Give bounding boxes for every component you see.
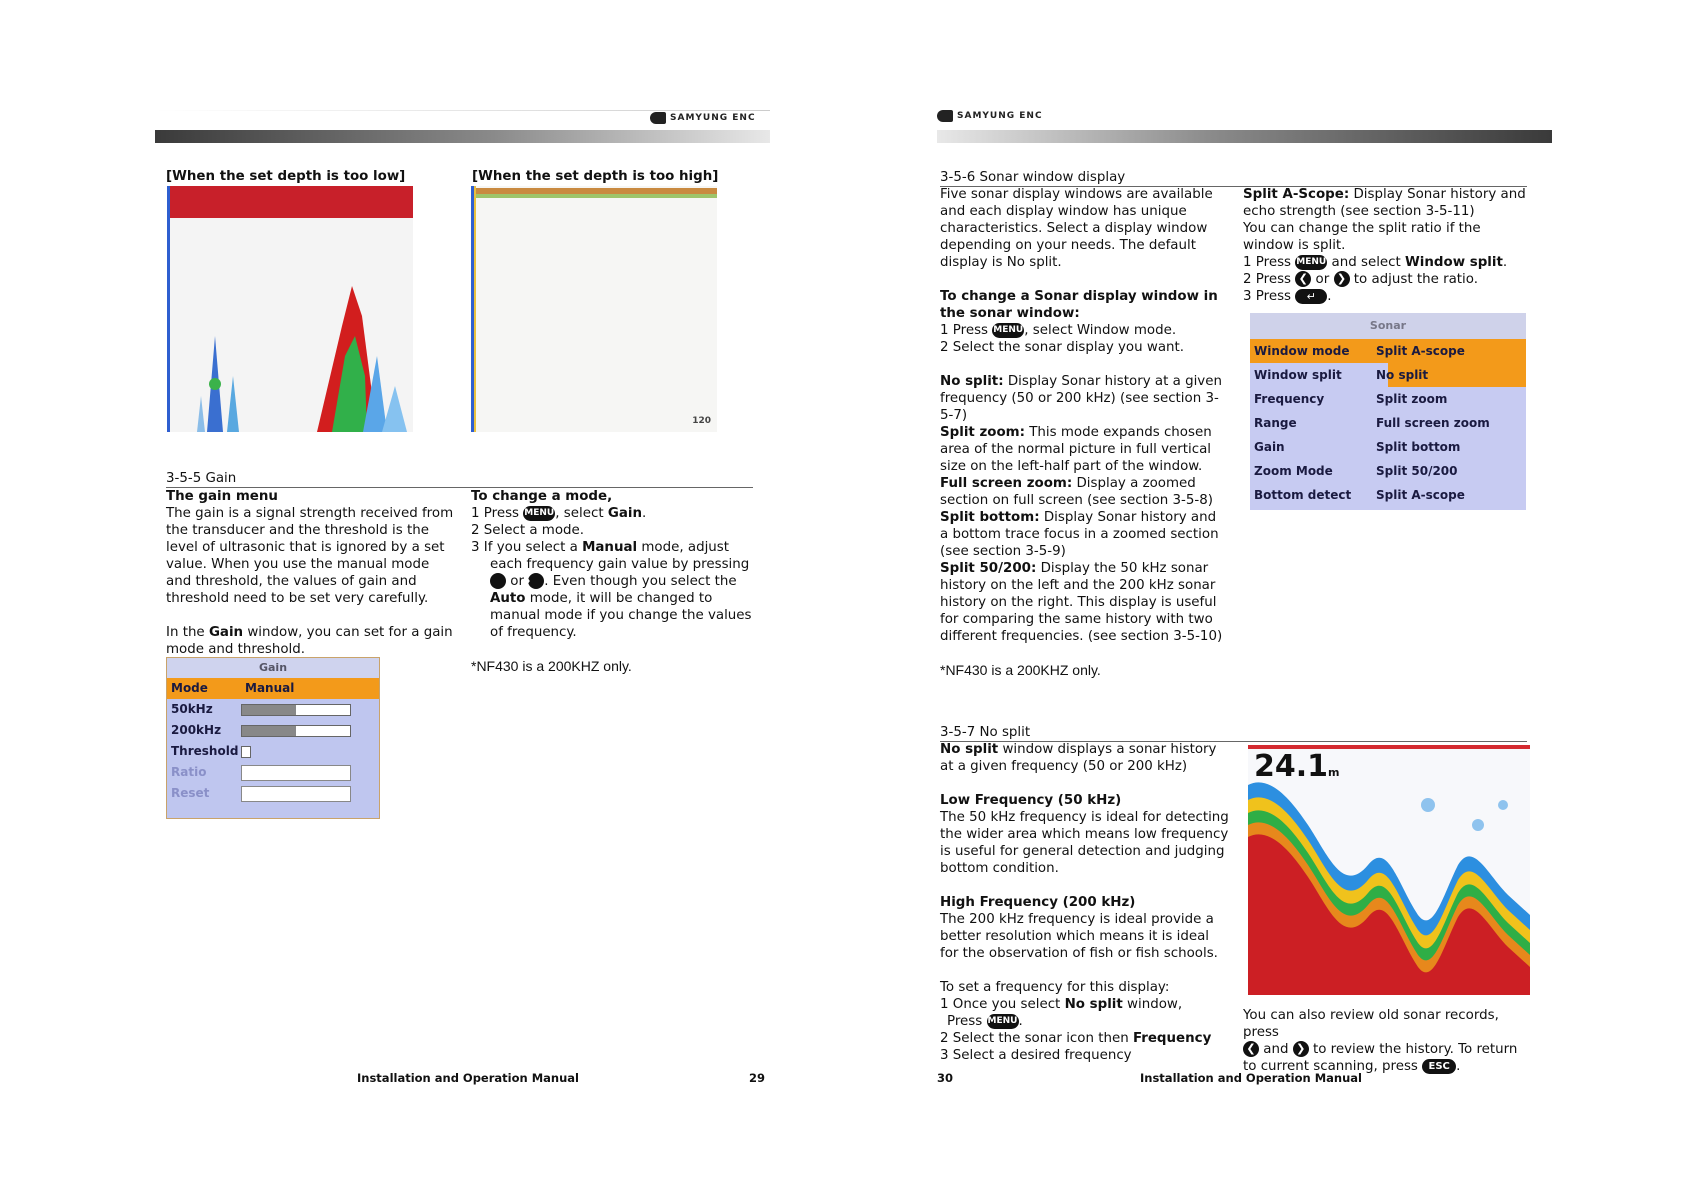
depth-value-label: 120 (692, 416, 711, 426)
menu-button-icon: MENU (523, 506, 555, 521)
low-frequency-text: The 50 kHz frequency is ideal for detecting the wider area which means low frequency is useful for general detection and judging bottom condition. (940, 810, 1229, 876)
section-title-no-split: 3-5-7 No split (940, 724, 1527, 742)
sonar-menu-value: Split A-scope (1376, 488, 1465, 502)
desc-split-bottom: Split bottom: Display Sonar history and a bottom trace focus in a zoomed section (see section 3-5-9) (940, 510, 1219, 559)
menu-button-icon: MENU (992, 323, 1024, 338)
gain-intro-block (166, 488, 456, 658)
freq-step-2: 2 Select the sonar icon then Frequency (940, 1031, 1212, 1046)
logo-mark-icon (650, 112, 666, 124)
caption-depth-high: [When the set depth is too high] (472, 169, 719, 184)
sonar-menu-label: Frequency (1254, 392, 1325, 406)
left-header-logo: SAMYUNG ENC (650, 110, 756, 127)
no-split-intro: No split window displays a sonar history at a given frequency (50 or 200 kHz) (940, 742, 1217, 774)
sonar-menu-value: Full screen zoom (1376, 416, 1490, 430)
freq-step-1b: Press MENU. (947, 1014, 1023, 1029)
sonar-image-no-split (1248, 745, 1530, 995)
window-step-2: 2 Select the sonar display you want. (940, 340, 1185, 355)
set-frequency-title: To set a frequency for this display: (940, 980, 1170, 995)
sonar-menu-row[interactable] (1250, 435, 1526, 459)
freq-step-3: 3 Select a desired frequency (940, 1048, 1132, 1063)
sonar-menu-label: Bottom detect (1254, 488, 1352, 502)
gain-step-2: 2 Select a mode. (471, 523, 585, 538)
sonar-menu-row[interactable] (1250, 411, 1526, 435)
sonar-menu-panel (1250, 313, 1526, 510)
change-mode-title: To change a mode, (471, 489, 613, 504)
esc-button-icon: ESC (1422, 1059, 1456, 1074)
gain-threshold-row[interactable]: Threshold (167, 741, 379, 762)
right-arrow-icon: ❯ (1334, 271, 1350, 287)
sonar-menu-value: Split bottom (1376, 440, 1461, 454)
sonar-menu-row[interactable] (1250, 387, 1526, 411)
sonar-menu-row[interactable] (1250, 363, 1526, 387)
sonar-menu-label: Zoom Mode (1254, 464, 1333, 478)
gain-step-1: 1 Press MENU, select Gain. (471, 506, 647, 521)
gain-menu-panel (166, 657, 380, 819)
footer-title-left: Installation and Operation Manual (357, 1071, 579, 1085)
caption-depth-low: [When the set depth is too low] (166, 169, 406, 184)
gain-50khz-row[interactable]: 50kHz (167, 699, 379, 720)
left-arrow-icon: ❮ (490, 573, 506, 589)
freq-step-1: 1 Once you select No split window, (940, 997, 1183, 1012)
sonar-menu-row[interactable] (1250, 339, 1526, 363)
gain-200khz-row[interactable]: 200kHz (167, 720, 379, 741)
nf430-note-right: *NF430 is a 200KHZ only. (940, 662, 1101, 678)
gain-menu-title: The gain menu (166, 489, 278, 504)
right-arrow-icon: ❯ (1293, 1041, 1309, 1057)
split-ratio-text: You can change the split ratio if the window is split. (1243, 221, 1481, 253)
sonar-menu-value: Split A-scope (1376, 344, 1465, 358)
sonar-image-depth-high (471, 186, 717, 432)
sonar-image-depth-low (167, 186, 413, 432)
desc-no-split: No split: Display Sonar history at a given frequency (50 or 200 kHz) (see section 3-5-7) (940, 374, 1222, 423)
ratio-step-3: 3 Press ↵ . (1243, 289, 1332, 304)
right-arrow-icon: ❯ (528, 573, 544, 589)
high-frequency-text: The 200 kHz frequency is ideal provide a better resolution which means it is ideal for the observation of fish or fish schools. (940, 912, 1218, 961)
page-number-30: 30 (937, 1071, 954, 1085)
window-step-1: 1 Press MENU, select Window mode. (940, 323, 1177, 338)
change-window-title: To change a Sonar display window in the sonar window: (940, 289, 1218, 321)
enter-button-icon: ↵ (1295, 289, 1327, 304)
sonar-menu-row[interactable] (1250, 483, 1526, 507)
high-frequency-title: High Frequency (200 kHz) (940, 895, 1136, 910)
footer-title-right: Installation and Operation Manual (1140, 1071, 1362, 1085)
gain-reset-row[interactable]: Reset (167, 783, 379, 804)
right-header-bar (937, 130, 1552, 143)
menu-button-icon: MENU (987, 1014, 1019, 1029)
low-frequency-title: Low Frequency (50 kHz) (940, 793, 1122, 808)
sonar-menu-row[interactable] (1250, 459, 1526, 483)
gain-step-3: 3 If you select a Manual mode, adjust each frequency gain value by pressing ❮ or ❯ . Even though you select the Auto mode, it will be changed to manual mode if you change the values of frequency. (471, 540, 752, 640)
left-header-bar (155, 130, 770, 143)
sonar-menu-label: Window split (1254, 368, 1342, 382)
desc-full-screen-zoom: Full screen zoom: Display a zoomed section on full screen (see section 3-5-8) (940, 476, 1213, 508)
sonar-intro: Five sonar display windows are available and each display window has unique characteristics. Select a display window depending on your needs. The default display is No split. (940, 187, 1213, 270)
page-number-29: 29 (749, 1071, 766, 1085)
sonar-menu-label: Gain (1254, 440, 1285, 454)
nf430-note-left: *NF430 is a 200KHZ only. (471, 658, 632, 674)
sonar-window-right-col (1243, 186, 1531, 305)
sonar-menu-value: Split 50/200 (1376, 464, 1458, 478)
desc-split-a-scope: Split A-Scope: Display Sonar history and echo strength (see section 3-5-11) (1243, 187, 1526, 219)
menu-button-icon: MENU (1295, 255, 1327, 270)
desc-split-50-200: Split 50/200: Display the 50 kHz sonar history on the left and the 200 kHz sonar history on the right. This display is useful for comparing the same history with two different frequencies. (see section 3-5-10) (940, 561, 1223, 644)
gain-intro-text: The gain is a signal strength received from the transducer and the threshold is the level of ultrasonic that is ignored by a set value. When you use the manual mode and threshold, the values of gain and threshold need to be set very carefully. (166, 506, 454, 606)
section-title-gain: 3-5-5 Gain (166, 470, 753, 488)
ratio-step-1: 1 Press MENU and select Window split. (1243, 255, 1508, 270)
gain-change-block (471, 488, 756, 675)
depth-reading: 24.1m (1254, 749, 1340, 784)
gain-panel-title: Gain (167, 658, 379, 678)
gain-ratio-row[interactable]: Ratio (167, 762, 379, 783)
no-split-text-col (940, 741, 1230, 1064)
logo-mark-icon (937, 110, 953, 122)
review-history-text: You can also review old sonar records, press ❮ and ❯ to review the history. To return to current scanning, press ESC . (1243, 1008, 1518, 1074)
desc-split-zoom: Split zoom: This mode expands chosen area of the normal picture in full vertical size on the left-half part of the window. (940, 425, 1212, 474)
section-title-sonar-window: 3-5-6 Sonar window display (940, 169, 1527, 187)
left-arrow-icon: ❮ (1243, 1041, 1259, 1057)
sonar-panel-title: Sonar (1250, 313, 1526, 339)
ratio-step-2: 2 Press ❮ or ❯ to adjust the ratio. (1243, 272, 1478, 287)
sonar-menu-label: Range (1254, 416, 1297, 430)
gain-window-text: In the Gain window, you can set for a gain mode and threshold. (166, 625, 453, 657)
sonar-window-left-col (940, 186, 1228, 679)
gain-mode-row[interactable]: Mode Manual (167, 678, 379, 699)
left-arrow-icon: ❮ (1295, 271, 1311, 287)
sonar-menu-label: Window mode (1254, 344, 1350, 358)
sonar-menu-value: No split (1376, 368, 1429, 382)
right-header-logo: SAMYUNG ENC (937, 108, 1043, 125)
sonar-menu-value: Split zoom (1376, 392, 1448, 406)
